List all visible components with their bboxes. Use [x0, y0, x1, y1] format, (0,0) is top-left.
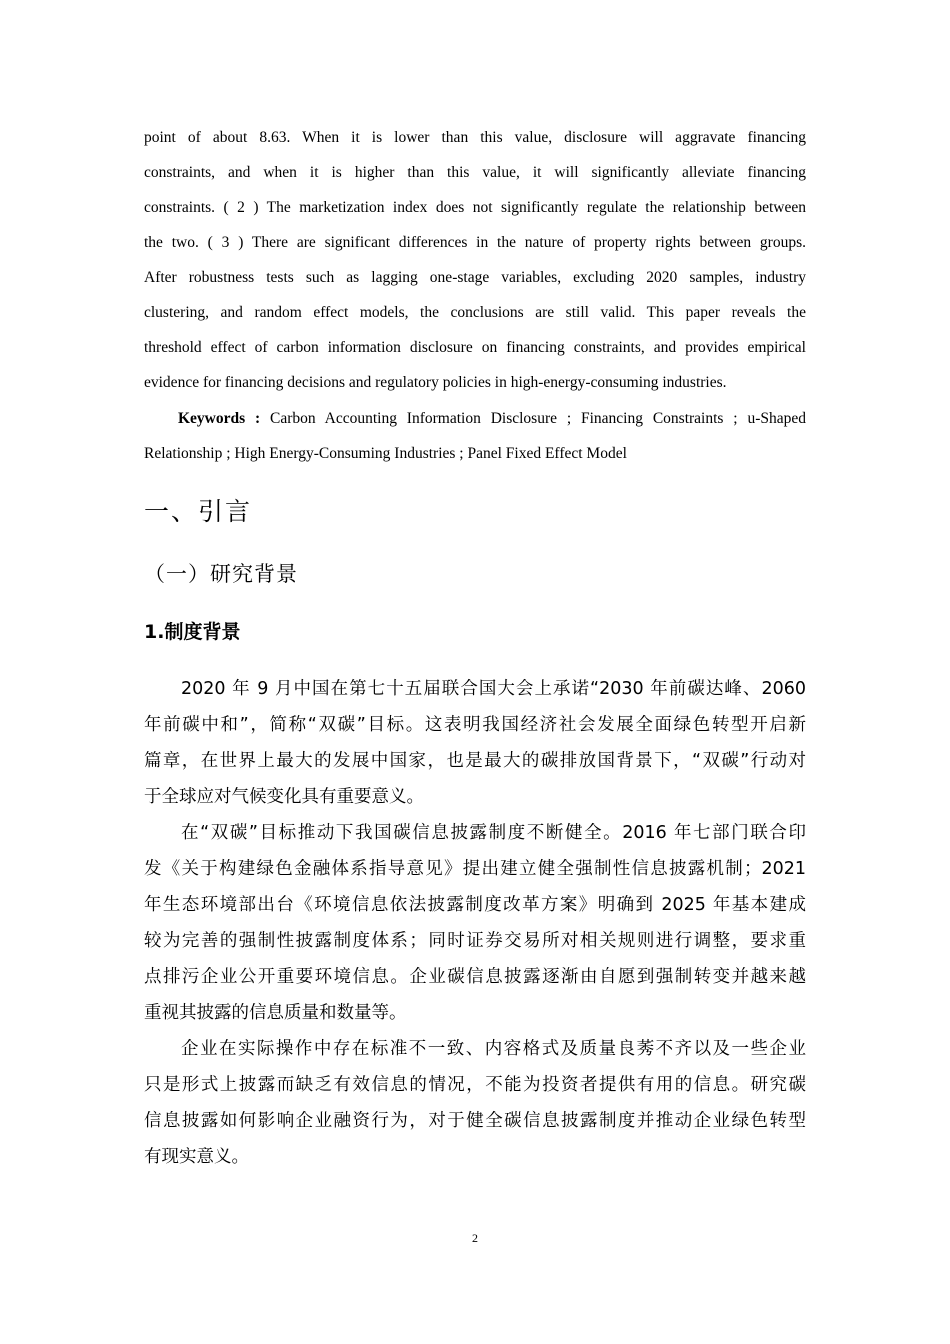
paragraph-line: 有现实意义。: [144, 1147, 249, 1167]
keywords-label: Keywords :: [178, 410, 261, 427]
paragraph-line: 点排污企业公开重要环境信息。企业碳信息披露逐渐由自愿到强制转变并越来越: [144, 967, 806, 987]
abstract-line: the two. ( 3 ) There are significant differences in the nature of property rights between groups.: [144, 234, 806, 251]
abstract-line: threshold effect of carbon information disclosure on financing constraints, and provides empirical: [144, 339, 806, 356]
paragraph-line: 在“双碳”目标推动下我国碳信息披露制度不断健全。2016 年七部门联合印: [181, 823, 806, 843]
paragraph-line: 篇章，在世界上最大的发展中国家，也是最大的碳排放国背景下，“双碳”行动对: [144, 751, 806, 771]
paragraph-line: 信息披露如何影响企业融资行为，对于健全碳信息披露制度并推动企业绿色转型: [144, 1111, 806, 1131]
paragraph-line: 只是形式上披露而缺乏有效信息的情况，不能为投资者提供有用的信息。研究碳: [144, 1075, 806, 1095]
abstract-line: constraints, and when it is higher than this value, it will significantly alleviate financing: [144, 164, 806, 181]
subsection-heading: （一）研究背景: [144, 562, 298, 586]
paragraph-line: 发《关于构建绿色金融体系指导意见》提出建立健全强制性信息披露机制；2021: [144, 859, 806, 879]
paragraph-line: 2020 年 9 月中国在第七十五届联合国大会上承诺“2030 年前碳达峰、2060: [181, 679, 806, 699]
keywords-text: Carbon Accounting Information Disclosure ; Financing Constraints ; u-Shaped: [260, 410, 806, 427]
section-heading: 一、引言: [144, 497, 253, 526]
abstract-line: point of about 8.63. When it is lower than this value, disclosure will aggravate financing: [144, 129, 806, 146]
paragraph-line: 重视其披露的信息质量和数量等。: [144, 1003, 407, 1023]
subsubsection-heading: 1.制度背景: [144, 621, 241, 643]
keywords-line: [178, 407, 806, 431]
abstract-line: constraints. ( 2 ) The marketization index does not significantly regulate the relationship between: [144, 199, 806, 216]
paragraph-line: 较为完善的强制性披露制度体系；同时证券交易所对相关规则进行调整，要求重: [144, 931, 806, 951]
paragraph-line: 于全球应对气候变化具有重要意义。: [144, 787, 424, 807]
page-number: 2: [472, 1231, 478, 1245]
abstract-line: clustering, and random effect models, the conclusions are still valid. This paper reveals the: [144, 304, 806, 321]
paragraph-line: 年前碳中和”，简称“双碳”目标。这表明我国经济社会发展全面绿色转型开启新: [144, 715, 806, 735]
paragraph-line: 企业在实际操作中存在标准不一致、内容格式及质量良莠不齐以及一些企业: [181, 1039, 806, 1059]
keywords-line: Relationship ; High Energy-Consuming Industries ; Panel Fixed Effect Model: [144, 445, 627, 462]
abstract-line: evidence for financing decisions and regulatory policies in high-energy-consuming industries.: [144, 374, 727, 391]
paragraph-line: 年生态环境部出台《环境信息依法披露制度改革方案》明确到 2025 年基本建成: [144, 895, 806, 915]
abstract-line: After robustness tests such as lagging one-stage variables, excluding 2020 samples, industry: [144, 269, 806, 286]
